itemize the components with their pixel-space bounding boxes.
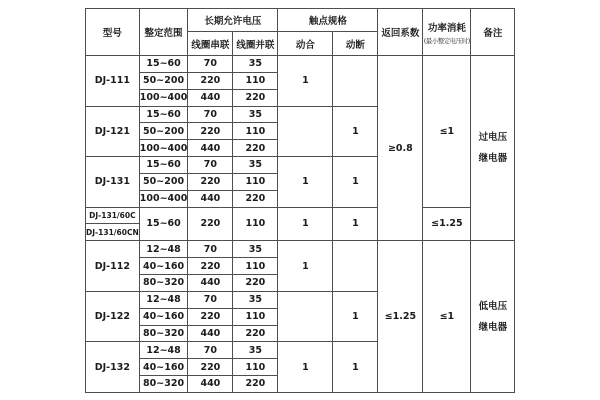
cell-range: 12~48: [139, 241, 188, 258]
col-header-model: 型号: [86, 9, 140, 56]
cell-coil-series: 70: [188, 56, 233, 73]
cell-model: DJ-111: [86, 56, 140, 107]
cell-range: 40~160: [139, 359, 188, 376]
col-header-normally-open: 动合: [278, 32, 333, 56]
power-header-note: (最小整定电压时): [423, 37, 471, 45]
cell-coil-parallel: 110: [233, 308, 278, 325]
cell-coil-parallel: 35: [233, 291, 278, 308]
table-row: [86, 241, 515, 258]
cell-range: 50~200: [139, 123, 188, 140]
col-header-power: [423, 9, 471, 56]
cell-model: DJ-132: [86, 342, 140, 393]
cell-model: DJ-131: [86, 157, 140, 208]
cell-power: ≤1.25: [423, 207, 471, 241]
cell-range: 100~400: [139, 89, 188, 106]
table-row: [86, 56, 515, 73]
cell-coil-parallel: 220: [233, 376, 278, 393]
cell-coil-series: 220: [188, 359, 233, 376]
cell-coil-series: 220: [188, 207, 233, 241]
cell-contact-no: 1: [278, 56, 333, 107]
remark-line: 继电器: [478, 321, 508, 333]
cell-remark: [471, 241, 515, 393]
col-header-remark: 备注: [471, 9, 515, 56]
cell-coil-parallel: 110: [233, 258, 278, 275]
cell-contact-nc: 1: [333, 342, 378, 393]
cell-remark: [471, 56, 515, 241]
cell-model: DJ-131/60CN: [86, 224, 140, 241]
cell-coil-parallel: 35: [233, 241, 278, 258]
cell-coil-series: 70: [188, 157, 233, 174]
cell-contact-no: 1: [278, 157, 333, 208]
cell-coil-series: 70: [188, 241, 233, 258]
cell-contact-nc: [333, 241, 378, 292]
remark-line: 继电器: [478, 153, 508, 165]
cell-range: 15~60: [139, 207, 188, 241]
remark-line: 过电压: [478, 132, 508, 144]
cell-contact-no: 1: [278, 207, 333, 241]
cell-coil-series: 220: [188, 173, 233, 190]
cell-range: 50~200: [139, 173, 188, 190]
cell-model: DJ-122: [86, 291, 140, 342]
col-header-voltage-group: 长期允许电压: [188, 9, 278, 32]
col-header-return-coeff: 返回系数: [378, 9, 423, 56]
cell-coil-parallel: 220: [233, 89, 278, 106]
cell-range: 15~60: [139, 157, 188, 174]
cell-model: DJ-121: [86, 106, 140, 157]
cell-coil-series: 220: [188, 258, 233, 275]
cell-contact-no: [278, 106, 333, 157]
header-row-1: [86, 9, 515, 32]
remark-line: 低电压: [478, 300, 508, 312]
cell-range: 100~400: [139, 140, 188, 157]
cell-coil-parallel: 220: [233, 325, 278, 342]
cell-coil-parallel: 35: [233, 342, 278, 359]
cell-contact-nc: [333, 56, 378, 107]
cell-model: DJ-131/60C: [86, 207, 140, 224]
cell-coil-series: 220: [188, 123, 233, 140]
cell-coil-series: 440: [188, 376, 233, 393]
table-row: [86, 207, 515, 224]
cell-coil-parallel: 35: [233, 157, 278, 174]
cell-coil-parallel: 35: [233, 56, 278, 73]
cell-range: 40~160: [139, 308, 188, 325]
cell-return-coeff: ≤1.25: [378, 241, 423, 393]
cell-return-coeff: ≥0.8: [378, 56, 423, 241]
col-header-coil-series: 线圈串联: [188, 32, 233, 56]
cell-range: 50~200: [139, 72, 188, 89]
cell-range: 40~160: [139, 258, 188, 275]
cell-contact-no: 1: [278, 342, 333, 393]
cell-coil-series: 440: [188, 140, 233, 157]
cell-range: 80~320: [139, 274, 188, 291]
col-header-range: 整定范围: [139, 9, 188, 56]
cell-contact-nc: 1: [333, 106, 378, 157]
cell-range: 15~60: [139, 106, 188, 123]
cell-range: 15~60: [139, 56, 188, 73]
cell-coil-series: 440: [188, 325, 233, 342]
power-header-label: 功率消耗: [427, 22, 466, 34]
col-header-contact-group: 触点规格: [278, 9, 378, 32]
cell-coil-series: 220: [188, 72, 233, 89]
cell-range: 80~320: [139, 325, 188, 342]
cell-coil-parallel: 220: [233, 190, 278, 207]
cell-coil-series: 70: [188, 106, 233, 123]
cell-coil-series: 440: [188, 274, 233, 291]
cell-coil-series: 440: [188, 190, 233, 207]
cell-coil-parallel: 220: [233, 274, 278, 291]
cell-coil-series: 70: [188, 291, 233, 308]
cell-range: 12~48: [139, 291, 188, 308]
cell-contact-no: [278, 291, 333, 342]
cell-coil-parallel: 110: [233, 207, 278, 241]
cell-coil-parallel: 110: [233, 173, 278, 190]
cell-contact-nc: 1: [333, 157, 378, 208]
cell-range: 80~320: [139, 376, 188, 393]
col-header-normally-closed: 动断: [333, 32, 378, 56]
cell-coil-series: 70: [188, 342, 233, 359]
cell-coil-series: 220: [188, 308, 233, 325]
cell-range: 100~400: [139, 190, 188, 207]
cell-model: DJ-112: [86, 241, 140, 292]
cell-coil-parallel: 110: [233, 72, 278, 89]
cell-coil-parallel: 110: [233, 359, 278, 376]
cell-contact-no: 1: [278, 241, 333, 292]
cell-contact-nc: 1: [333, 207, 378, 241]
col-header-coil-parallel: 线圈并联: [233, 32, 278, 56]
cell-power: ≤1: [423, 56, 471, 208]
cell-range: 12~48: [139, 342, 188, 359]
cell-coil-parallel: 35: [233, 106, 278, 123]
relay-spec-table-container: [85, 8, 515, 393]
cell-power: ≤1: [423, 241, 471, 393]
cell-coil-series: 440: [188, 89, 233, 106]
cell-coil-parallel: 220: [233, 140, 278, 157]
cell-coil-parallel: 110: [233, 123, 278, 140]
relay-spec-table: [85, 8, 515, 393]
cell-contact-nc: 1: [333, 291, 378, 342]
